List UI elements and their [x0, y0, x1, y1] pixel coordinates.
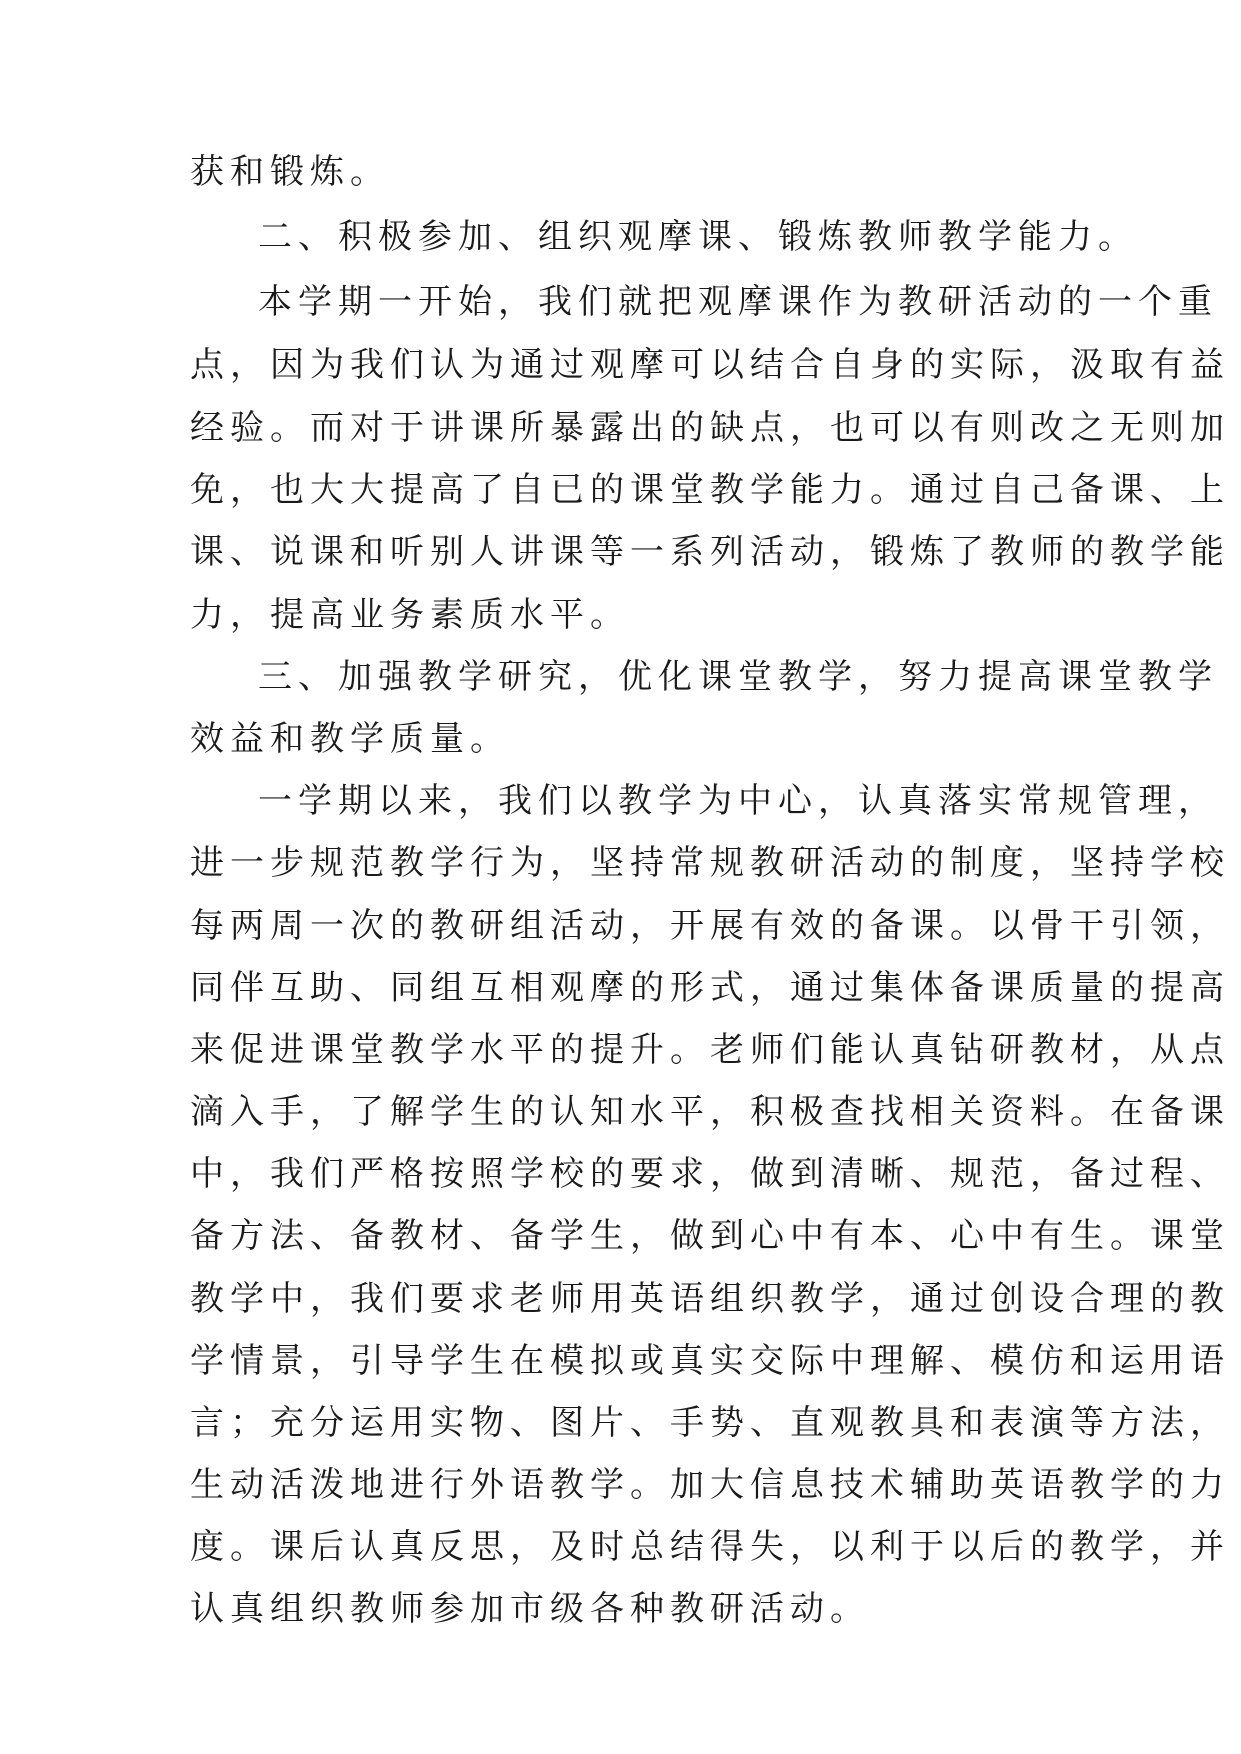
paragraph-line: 点，因为我们认为通过观摩可以结合自身的实际，汲取有益 [190, 345, 1230, 385]
paragraph-line: 学情景，引导学生在模拟或真实交际中理解、模仿和运用语 [190, 1341, 1230, 1381]
paragraph-line: 言；充分运用实物、图片、手势、直观教具和表演等方法， [190, 1403, 1230, 1443]
paragraph-line: 经验。而对于讲课所暴露出的缺点，也可以有则改之无则加 [190, 408, 1230, 448]
paragraph-line: 力，提高业务素质水平。 [190, 595, 630, 635]
paragraph-line: 中，我们严格按照学校的要求，做到清晰、规范，备过程、 [190, 1154, 1230, 1194]
section-heading-3: 三、加强教学研究，优化课堂教学，努力提高课堂教学 [258, 657, 1218, 697]
paragraph-line: 来促进课堂教学水平的提升。老师们能认真钻研教材，从点 [190, 1030, 1230, 1070]
paragraph-line: 生动活泼地进行外语教学。加大信息技术辅助英语教学的力 [190, 1465, 1230, 1505]
paragraph-line: 本学期一开始，我们就把观摩课作为教研活动的一个重 [258, 282, 1218, 322]
paragraph-line: 一学期以来，我们以教学为中心，认真落实常规管理， [258, 781, 1218, 821]
paragraph-line: 免，也大大提高了自已的课堂教学能力。通过自己备课、上 [190, 470, 1230, 510]
paragraph-line: 滴入手，了解学生的认知水平，积极查找相关资料。在备课 [190, 1092, 1230, 1132]
section-heading-3-cont: 效益和教学质量。 [190, 719, 510, 759]
paragraph-line: 备方法、备教材、备学生，做到心中有本、心中有生。课堂 [190, 1216, 1230, 1256]
text-line: 获和锻炼。 [190, 152, 390, 192]
paragraph-line: 每两周一次的教研组活动，开展有效的备课。以骨干引领， [190, 906, 1230, 946]
section-heading-2: 二、积极参加、组织观摩课、锻炼教师教学能力。 [258, 217, 1138, 257]
paragraph-line: 课、说课和听别人讲课等一系列活动，锻炼了教师的教学能 [190, 532, 1230, 572]
paragraph-line: 度。课后认真反思，及时总结得失，以利于以后的教学，并 [190, 1527, 1230, 1567]
paragraph-line: 同伴互助、同组互相观摩的形式，通过集体备课质量的提高 [190, 968, 1230, 1008]
paragraph-line: 教学中，我们要求老师用英语组织教学，通过创设合理的教 [190, 1279, 1230, 1319]
paragraph-line: 进一步规范教学行为，坚持常规教研活动的制度，坚持学校 [190, 843, 1230, 883]
paragraph-line: 认真组织教师参加市级各种教研活动。 [190, 1589, 870, 1629]
